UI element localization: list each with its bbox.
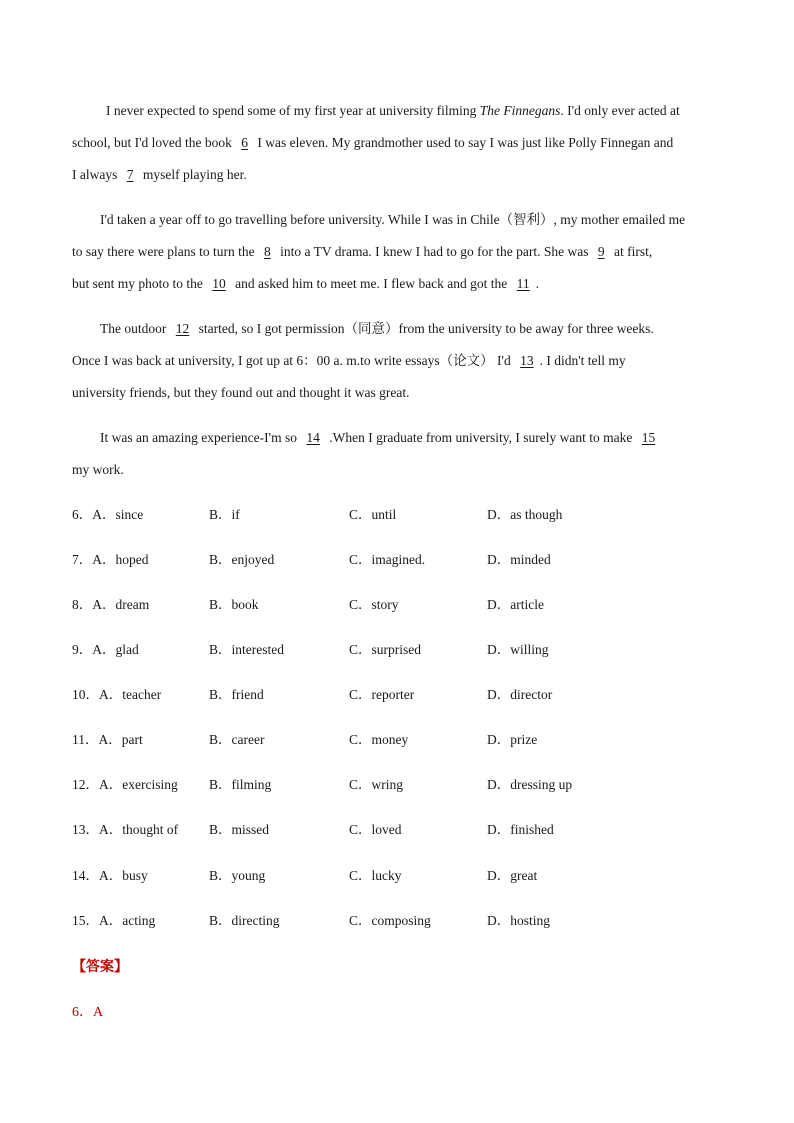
- option-a: 9．A．glad: [72, 642, 139, 657]
- option-c: C．surprised: [349, 642, 421, 657]
- option-a: 11．A．part: [72, 732, 143, 747]
- question-6: [72, 505, 722, 525]
- question-8: [72, 595, 722, 615]
- option-b: B．book: [209, 597, 259, 612]
- option-b: B．missed: [209, 822, 270, 837]
- option-d: D．finished: [487, 822, 554, 837]
- option-a: 8．A．dream: [72, 597, 150, 612]
- option-a: 12．A．exercising: [72, 777, 178, 792]
- text: The outdoor: [100, 321, 167, 336]
- text: . I'd only ever acted at: [560, 103, 680, 118]
- text: into a TV drama. I knew I had to go for the part. She was: [280, 244, 589, 259]
- blank-10: 10: [212, 276, 226, 291]
- option-d: D．prize: [487, 732, 538, 747]
- option-c: C．composing: [349, 913, 431, 928]
- text: I was eleven. My grandmother used to say I was just like Polly Finnegan and: [257, 135, 674, 150]
- question-14: [72, 866, 722, 886]
- paragraph-3: [72, 318, 722, 414]
- option-c: C．until: [349, 507, 397, 522]
- option-c: C．imagined.: [349, 552, 426, 567]
- option-c: C．wring: [349, 777, 403, 792]
- option-d: D．director: [487, 687, 553, 702]
- option-d: D．as though: [487, 507, 563, 522]
- option-a: 15．A．acting: [72, 913, 156, 928]
- blank-9: 9: [597, 244, 605, 259]
- option-b: B．filming: [209, 777, 272, 792]
- option-d: D．hosting: [487, 913, 551, 928]
- option-c: C．money: [349, 732, 409, 747]
- blank-15: 15: [641, 430, 656, 445]
- blank-6: 6: [241, 135, 249, 150]
- text: .When I graduate from university, I surely want to make: [329, 430, 633, 445]
- option-a: 7．A．hoped: [72, 552, 149, 567]
- question-9: [72, 640, 722, 660]
- text: at first,: [614, 244, 653, 259]
- text: . I didn't tell my: [539, 353, 626, 368]
- text: Once I was back at university, I got up at 6：00 a. m.to write essays（论文） I'd: [72, 353, 511, 368]
- option-c: C．loved: [349, 822, 402, 837]
- option-b: B．interested: [209, 642, 284, 657]
- option-b: B．young: [209, 868, 266, 883]
- text: .: [535, 276, 540, 291]
- option-c: C．reporter: [349, 687, 415, 702]
- book-title: The Finnegans: [479, 103, 561, 118]
- option-c: C．story: [349, 597, 399, 612]
- blank-7: 7: [126, 167, 134, 182]
- blank-11: 11: [516, 276, 530, 291]
- question-11: [72, 730, 722, 750]
- text: to say there were plans to turn the: [72, 244, 255, 259]
- option-a: 13．A．thought of: [72, 822, 179, 837]
- text: I always: [72, 167, 118, 182]
- option-b: B．career: [209, 732, 265, 747]
- option-d: D．great: [487, 868, 538, 883]
- option-a: 14．A．busy: [72, 868, 148, 883]
- paragraph-1: [72, 100, 722, 196]
- option-d: D．minded: [487, 552, 551, 567]
- text: I'd taken a year off to go travelling before university. While I was in Chile（智利）, my mother emailed me: [100, 212, 686, 227]
- option-b: B．directing: [209, 913, 280, 928]
- option-c: C．lucky: [349, 868, 402, 883]
- question-15: [72, 911, 722, 931]
- option-a: 6．A．since: [72, 507, 144, 522]
- text: my work.: [72, 462, 124, 477]
- blank-12: 12: [175, 321, 190, 336]
- option-b: B．friend: [209, 687, 264, 702]
- option-d: D．willing: [487, 642, 549, 657]
- answer-6: 6．A: [72, 1005, 104, 1020]
- option-b: B．if: [209, 507, 240, 522]
- paragraph-2: [72, 209, 722, 305]
- blank-14: 14: [306, 430, 320, 445]
- text: It was an amazing experience-I'm so: [100, 430, 297, 445]
- text: myself playing her.: [142, 167, 247, 182]
- text: school, but I'd loved the book: [72, 135, 232, 150]
- option-d: D．article: [487, 597, 544, 612]
- option-d: D．dressing up: [487, 777, 573, 792]
- text: I never expected to spend some of my first year at university filming: [106, 103, 480, 118]
- question-12: [72, 775, 722, 795]
- text: but sent my photo to the: [72, 276, 203, 291]
- text: started, so I got permission（同意）from the university to be away for three weeks.: [198, 321, 654, 336]
- option-b: B．enjoyed: [209, 552, 275, 567]
- question-13: [72, 820, 722, 840]
- blank-8: 8: [263, 244, 271, 259]
- question-7: [72, 550, 722, 570]
- answer-heading: 【答案】: [72, 960, 128, 975]
- option-a: 10．A．teacher: [72, 687, 162, 702]
- text: university friends, but they found out and thought it was great.: [72, 385, 410, 400]
- text: and asked him to meet me. I flew back and got the: [235, 276, 508, 291]
- question-10: [72, 685, 722, 705]
- paragraph-4: [72, 427, 722, 491]
- blank-13: 13: [520, 353, 534, 368]
